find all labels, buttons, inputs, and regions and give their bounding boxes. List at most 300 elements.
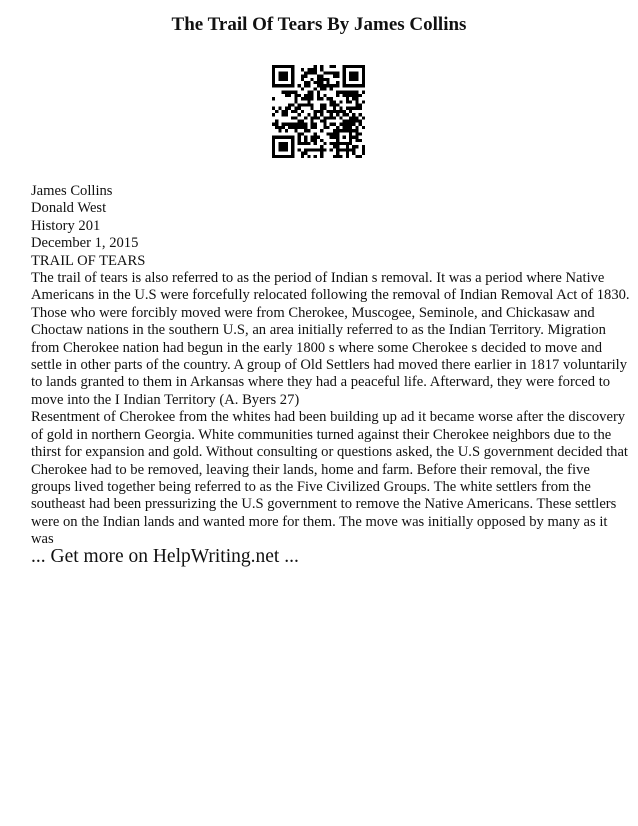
qr-module (298, 107, 301, 110)
qr-module (272, 78, 275, 81)
qr-module (343, 65, 346, 68)
qr-module (291, 152, 294, 155)
qr-module (346, 94, 349, 97)
qr-module (333, 84, 336, 87)
qr-module (333, 75, 336, 78)
qr-module (323, 120, 326, 123)
qr-module (317, 97, 320, 100)
qr-module (339, 129, 342, 132)
qr-module (320, 139, 323, 142)
qr-module (346, 126, 349, 129)
qr-module (304, 152, 307, 155)
qr-module (327, 97, 330, 100)
qr-module (317, 75, 320, 78)
course-line: History 201 (31, 217, 101, 234)
qr-module (346, 145, 349, 148)
qr-module (278, 78, 281, 81)
qr-module (349, 84, 352, 87)
qr-module (275, 65, 278, 68)
qr-module (282, 123, 285, 126)
qr-module (282, 78, 285, 81)
qr-module (285, 136, 288, 139)
qr-module (275, 126, 278, 129)
qr-module (291, 71, 294, 74)
qr-module (288, 65, 291, 68)
qr-module (307, 71, 310, 74)
qr-module (282, 110, 285, 113)
qr-module (282, 126, 285, 129)
qr-module (339, 107, 342, 110)
qr-module (301, 152, 304, 155)
qr-module (317, 94, 320, 97)
qr-module (304, 103, 307, 106)
qr-module (314, 136, 317, 139)
qr-module (362, 145, 365, 148)
qr-module (352, 116, 355, 119)
qr-module (291, 145, 294, 148)
qr-module (352, 97, 355, 100)
qr-module (362, 68, 365, 71)
qr-module (272, 155, 275, 158)
qr-module (272, 139, 275, 142)
qr-module (349, 110, 352, 113)
qr-module (352, 84, 355, 87)
qr-module (272, 123, 275, 126)
qr-module (352, 113, 355, 116)
paragraph-line: move into the I Indian Territory (A. Byers 27) (31, 391, 300, 408)
qr-module (352, 145, 355, 148)
qr-module (301, 68, 304, 71)
qr-module (336, 94, 339, 97)
qr-module (301, 75, 304, 78)
qr-module (282, 113, 285, 116)
qr-module (310, 94, 313, 97)
qr-module (298, 126, 301, 129)
qr-module (278, 126, 281, 129)
essay-heading: TRAIL OF TEARS (31, 252, 146, 269)
qr-module (282, 136, 285, 139)
qr-module (291, 139, 294, 142)
qr-module (343, 120, 346, 123)
qr-module (314, 110, 317, 113)
qr-module (288, 126, 291, 129)
qr-module (272, 142, 275, 145)
qr-module (282, 91, 285, 94)
qr-module (362, 148, 365, 151)
qr-module (349, 148, 352, 151)
qr-module (320, 120, 323, 123)
qr-module (317, 78, 320, 81)
qr-module (323, 148, 326, 151)
qr-module (291, 155, 294, 158)
qr-module (330, 110, 333, 113)
qr-module (288, 107, 291, 110)
paragraph-line: to lands granted to them in Arkansas where they had a peaceful life. Afterward, they were forced to (31, 374, 611, 391)
qr-module (320, 97, 323, 100)
qr-module (323, 78, 326, 81)
qr-module (320, 148, 323, 151)
qr-module (291, 91, 294, 94)
qr-module (339, 116, 342, 119)
qr-module (310, 116, 313, 119)
qr-module (346, 155, 349, 158)
qr-module (314, 148, 317, 151)
qr-module (346, 65, 349, 68)
qr-module (339, 91, 342, 94)
qr-module (343, 71, 346, 74)
qr-module (346, 107, 349, 110)
paragraph-line: The trail of tears is also referred to as the period of Indian s removal. It was a period where Native (31, 270, 605, 287)
qr-module (304, 129, 307, 132)
qr-module (285, 110, 288, 113)
qr-module (330, 103, 333, 106)
qr-module (288, 123, 291, 126)
qr-module (355, 75, 358, 78)
qr-module (323, 126, 326, 129)
qr-module (343, 78, 346, 81)
qr-module (330, 113, 333, 116)
qr-module (327, 81, 330, 84)
qr-module (352, 71, 355, 74)
qr-module (346, 100, 349, 103)
paragraph-line: Americans in the U.S were forcefully relocated following the removal of Indian Removal Act of 1830. (31, 287, 630, 304)
qr-module (349, 71, 352, 74)
qr-module (336, 110, 339, 113)
qr-module (355, 84, 358, 87)
qr-module (355, 129, 358, 132)
qr-module (330, 116, 333, 119)
qr-module (343, 113, 346, 116)
qr-module (304, 75, 307, 78)
qr-module (343, 142, 346, 145)
qr-module (320, 152, 323, 155)
qr-module (272, 152, 275, 155)
qr-module (343, 148, 346, 151)
qr-module (275, 110, 278, 113)
qr-module (320, 103, 323, 106)
qr-module (278, 84, 281, 87)
qr-module (359, 84, 362, 87)
qr-module (352, 120, 355, 123)
qr-module (310, 148, 313, 151)
qr-module (333, 100, 336, 103)
qr-module (314, 123, 317, 126)
qr-module (323, 107, 326, 110)
paragraph-line: thirst for expansion and gold. Without consulting or questions asked, the U.S government decided that (31, 444, 628, 461)
date-line: December 1, 2015 (31, 235, 139, 252)
qr-module (362, 116, 365, 119)
qr-module (291, 75, 294, 78)
qr-module (320, 113, 323, 116)
qr-module (359, 107, 362, 110)
qr-module (333, 65, 336, 68)
qr-module (307, 129, 310, 132)
qr-module (314, 155, 317, 158)
qr-module (304, 94, 307, 97)
qr-module (278, 142, 281, 145)
qr-module (278, 71, 281, 74)
qr-module (304, 136, 307, 139)
qr-module (349, 139, 352, 142)
qr-module (298, 84, 301, 87)
qr-module (327, 84, 330, 87)
qr-module (349, 142, 352, 145)
qr-module (272, 148, 275, 151)
qr-module (330, 84, 333, 87)
qr-module (285, 113, 288, 116)
qr-module (343, 75, 346, 78)
qr-module (355, 132, 358, 135)
qr-module (314, 113, 317, 116)
qr-module (359, 132, 362, 135)
qr-module (323, 87, 326, 90)
qr-module (298, 148, 301, 151)
qr-module (307, 84, 310, 87)
qr-module (307, 148, 310, 151)
qr-module (362, 65, 365, 68)
qr-module (304, 116, 307, 119)
qr-module (285, 78, 288, 81)
paragraph-line: Those who were forcibly moved were from Cherokee, Muscogee, Seminole, and Chickasaw and (31, 304, 595, 321)
qr-module (314, 132, 317, 135)
qr-module (282, 65, 285, 68)
qr-module (310, 78, 313, 81)
qr-module (317, 116, 320, 119)
qr-module (301, 142, 304, 145)
qr-module (349, 123, 352, 126)
qr-module (314, 142, 317, 145)
qr-module (301, 103, 304, 106)
qr-module (352, 107, 355, 110)
author-line: James Collins (31, 183, 113, 199)
qr-module (294, 123, 297, 126)
qr-module (336, 152, 339, 155)
qr-module (272, 68, 275, 71)
qr-module (310, 123, 313, 126)
qr-module (282, 155, 285, 158)
qr-module (307, 155, 310, 158)
qr-module (333, 103, 336, 106)
qr-module (320, 78, 323, 81)
qr-module (285, 142, 288, 145)
qr-module (298, 142, 301, 145)
qr-module (330, 132, 333, 135)
qr-module (333, 107, 336, 110)
qr-module (330, 97, 333, 100)
qr-module (285, 65, 288, 68)
qr-module (343, 129, 346, 132)
qr-module (355, 100, 358, 103)
qr-module (355, 145, 358, 148)
qr-module (349, 78, 352, 81)
qr-module (323, 116, 326, 119)
qr-module (272, 71, 275, 74)
qr-module (346, 84, 349, 87)
qr-module (310, 103, 313, 106)
qr-module (314, 126, 317, 129)
qr-module (355, 71, 358, 74)
qr-module (330, 123, 333, 126)
qr-module (349, 91, 352, 94)
qr-module (294, 116, 297, 119)
qr-module (336, 75, 339, 78)
qr-module (336, 132, 339, 135)
qr-module (343, 136, 346, 139)
paragraph-line: from Cherokee nation had begun in the early 1800 s where some Cherokee s decided to move and (31, 339, 603, 356)
paragraph-line: were on the Indian lands and wanted more for them. The move was initially opposed by many as it (31, 513, 608, 530)
qr-module (278, 107, 281, 110)
qr-module (288, 84, 291, 87)
qr-module (291, 136, 294, 139)
paragraph-line: settle in other parts of the country. A group of Old Settlers had moved there earlier in 1817 voluntarily (31, 357, 628, 374)
qr-module (291, 81, 294, 84)
qr-module (278, 136, 281, 139)
qr-module (349, 75, 352, 78)
qr-module (327, 116, 330, 119)
qr-module (272, 84, 275, 87)
qr-module (285, 71, 288, 74)
qr-module (336, 71, 339, 74)
qr-module (343, 81, 346, 84)
qr-module (307, 68, 310, 71)
qr-module (336, 142, 339, 145)
qr-module (359, 113, 362, 116)
qr-module (349, 107, 352, 110)
qr-module (352, 123, 355, 126)
qr-module (288, 91, 291, 94)
qr-module (278, 148, 281, 151)
qr-module (307, 94, 310, 97)
qr-module (333, 110, 336, 113)
qr-module (282, 145, 285, 148)
qr-module (330, 87, 333, 90)
qr-module (314, 68, 317, 71)
get-more-link[interactable]: ... Get more on HelpWriting.net ... (31, 546, 299, 567)
qr-module (307, 97, 310, 100)
qr-module (310, 91, 313, 94)
qr-module (349, 129, 352, 132)
qr-module (278, 145, 281, 148)
qr-module (352, 136, 355, 139)
qr-module (275, 155, 278, 158)
qr-module (272, 107, 275, 110)
qr-module (282, 148, 285, 151)
qr-module (291, 110, 294, 113)
qr-module (336, 148, 339, 151)
qr-module (343, 91, 346, 94)
qr-module (272, 145, 275, 148)
qr-module (291, 123, 294, 126)
document-title: The Trail Of Tears By James Collins (171, 14, 467, 35)
qr-module (346, 152, 349, 155)
qr-module (307, 81, 310, 84)
qr-module (336, 145, 339, 148)
qr-module (320, 84, 323, 87)
qr-module (288, 103, 291, 106)
qr-module (323, 123, 326, 126)
qr-module (362, 100, 365, 103)
qr-module (285, 84, 288, 87)
qr-module (304, 97, 307, 100)
qr-module (304, 148, 307, 151)
qr-module (323, 94, 326, 97)
qr-module (298, 139, 301, 142)
qr-module (288, 94, 291, 97)
qr-module (339, 100, 342, 103)
qr-module (355, 97, 358, 100)
qr-module (298, 94, 301, 97)
qr-module (317, 81, 320, 84)
qr-module (327, 126, 330, 129)
qr-module (320, 75, 323, 78)
qr-module (307, 103, 310, 106)
qr-module (282, 75, 285, 78)
qr-module (285, 148, 288, 151)
qr-module (339, 148, 342, 151)
qr-module (355, 120, 358, 123)
qr-module (301, 132, 304, 135)
qr-module (291, 126, 294, 129)
qr-module (275, 120, 278, 123)
qr-module (323, 103, 326, 106)
qr-module (336, 91, 339, 94)
qr-module (314, 65, 317, 68)
qr-module (355, 126, 358, 129)
qr-module (339, 142, 342, 145)
qr-module (346, 123, 349, 126)
qr-module (298, 103, 301, 106)
qr-module (362, 78, 365, 81)
qr-module (314, 71, 317, 74)
qr-module (272, 97, 275, 100)
qr-module (320, 129, 323, 132)
qr-module (304, 84, 307, 87)
qr-module (320, 87, 323, 90)
qr-module (307, 100, 310, 103)
qr-module (352, 148, 355, 151)
qr-module (359, 103, 362, 106)
qr-module (323, 84, 326, 87)
qr-module (333, 71, 336, 74)
qr-module (352, 65, 355, 68)
qr-module (282, 84, 285, 87)
qr-module (301, 97, 304, 100)
qr-module (291, 116, 294, 119)
qr-module (323, 71, 326, 74)
qr-module (327, 71, 330, 74)
qr-module (291, 148, 294, 151)
qr-module (355, 136, 358, 139)
qr-module (355, 139, 358, 142)
qr-module (278, 129, 281, 132)
qr-module (333, 145, 336, 148)
qr-module (336, 126, 339, 129)
qr-module (330, 100, 333, 103)
qr-module (362, 71, 365, 74)
qr-module (359, 94, 362, 97)
qr-module (352, 94, 355, 97)
qr-module (323, 142, 326, 145)
qr-module (355, 116, 358, 119)
qr-module (330, 65, 333, 68)
qr-code-icon[interactable] (272, 65, 365, 158)
qr-module (298, 123, 301, 126)
qr-module (294, 91, 297, 94)
qr-module (355, 65, 358, 68)
qr-module (301, 110, 304, 113)
qr-module (291, 142, 294, 145)
qr-module (304, 139, 307, 142)
